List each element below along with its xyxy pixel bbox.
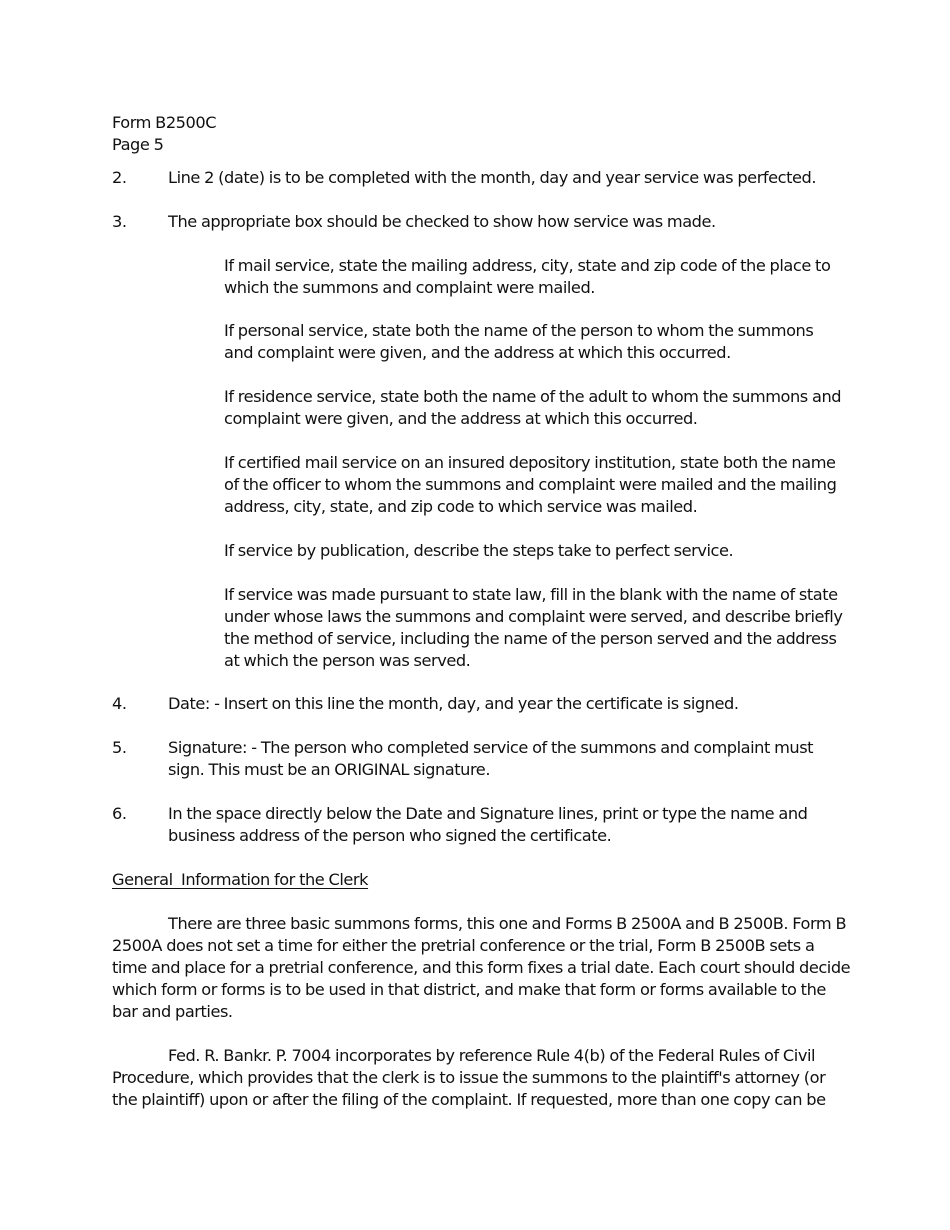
item-text: Date: - Insert on this line the month, day, and year the certificate is signed.: [168, 694, 739, 713]
section-heading: General Information for the Clerk: [112, 870, 369, 889]
item-number: 6.: [112, 804, 127, 823]
item-number: 2.: [112, 168, 127, 187]
page-number: Page 5: [112, 135, 164, 154]
page-header: [112, 112, 216, 156]
sub-item-mail-service: If mail service, state the mailing address, city, state and zip code of the place to which the summons and complaint were mailed.: [224, 256, 831, 297]
item-text: Signature: - The person who completed service of the summons and complaint must sign. This must be an ORIGINAL signature.: [168, 738, 814, 779]
item-number: 3.: [112, 212, 127, 231]
form-id: Form B2500C: [112, 113, 217, 132]
instruction-item-6: [112, 803, 852, 847]
item-text: Line 2 (date) is to be completed with the month, day and year service was perfected.: [168, 168, 817, 187]
paragraph-rule-7004: Fed. R. Bankr. P. 7004 incorporates by reference Rule 4(b) of the Federal Rules of Civil Procedure, which provides that the clerk is to issue the summons to the plaintiff's attorney (or the plaintiff) upon or after the filing of the complaint. If requested, more than one copy can be: [112, 1046, 826, 1109]
sub-item-publication: If service by publication, describe the steps take to perfect service.: [224, 541, 734, 560]
instruction-item-5: [112, 737, 852, 781]
paragraph-summons-forms: There are three basic summons forms, this one and Forms B 2500A and B 2500B. Form B 2500A does not set a time for either the pretrial conference or the trial, Form B 2500B sets a time and place for a pretrial conference, and this form fixes a trial date. Each court should decide which form or forms is to be used in that district, and make that form or forms available to the bar and parties.: [112, 914, 851, 1021]
item-text: In the space directly below the Date and Signature lines, print or type the name and business address of the person who signed the certificate.: [168, 804, 808, 845]
instruction-item-3: [112, 211, 852, 233]
sub-item-personal-service: If personal service, state both the name of the person to whom the summons and complaint were given, and the address at which this occurred.: [224, 321, 814, 362]
instruction-item-4: [112, 693, 852, 715]
instruction-item-2: [112, 167, 852, 189]
item-number: 5.: [112, 738, 127, 757]
item-text: The appropriate box should be checked to show how service was made.: [168, 212, 716, 231]
sub-item-residence-service: If residence service, state both the name of the adult to whom the summons and complaint were given, and the address at which this occurred.: [224, 387, 842, 428]
item-number: 4.: [112, 694, 127, 713]
sub-item-certified-mail: If certified mail service on an insured depository institution, state both the name of the officer to whom the summons and complaint were mailed and the mailing address, city, state, and zip code to which service was mailed.: [224, 453, 837, 516]
sub-item-state-law: If service was made pursuant to state law, fill in the blank with the name of state under whose laws the summons and complaint were served, and describe briefly the method of service, including the name of the person served and the address at which the person was served.: [224, 585, 843, 670]
